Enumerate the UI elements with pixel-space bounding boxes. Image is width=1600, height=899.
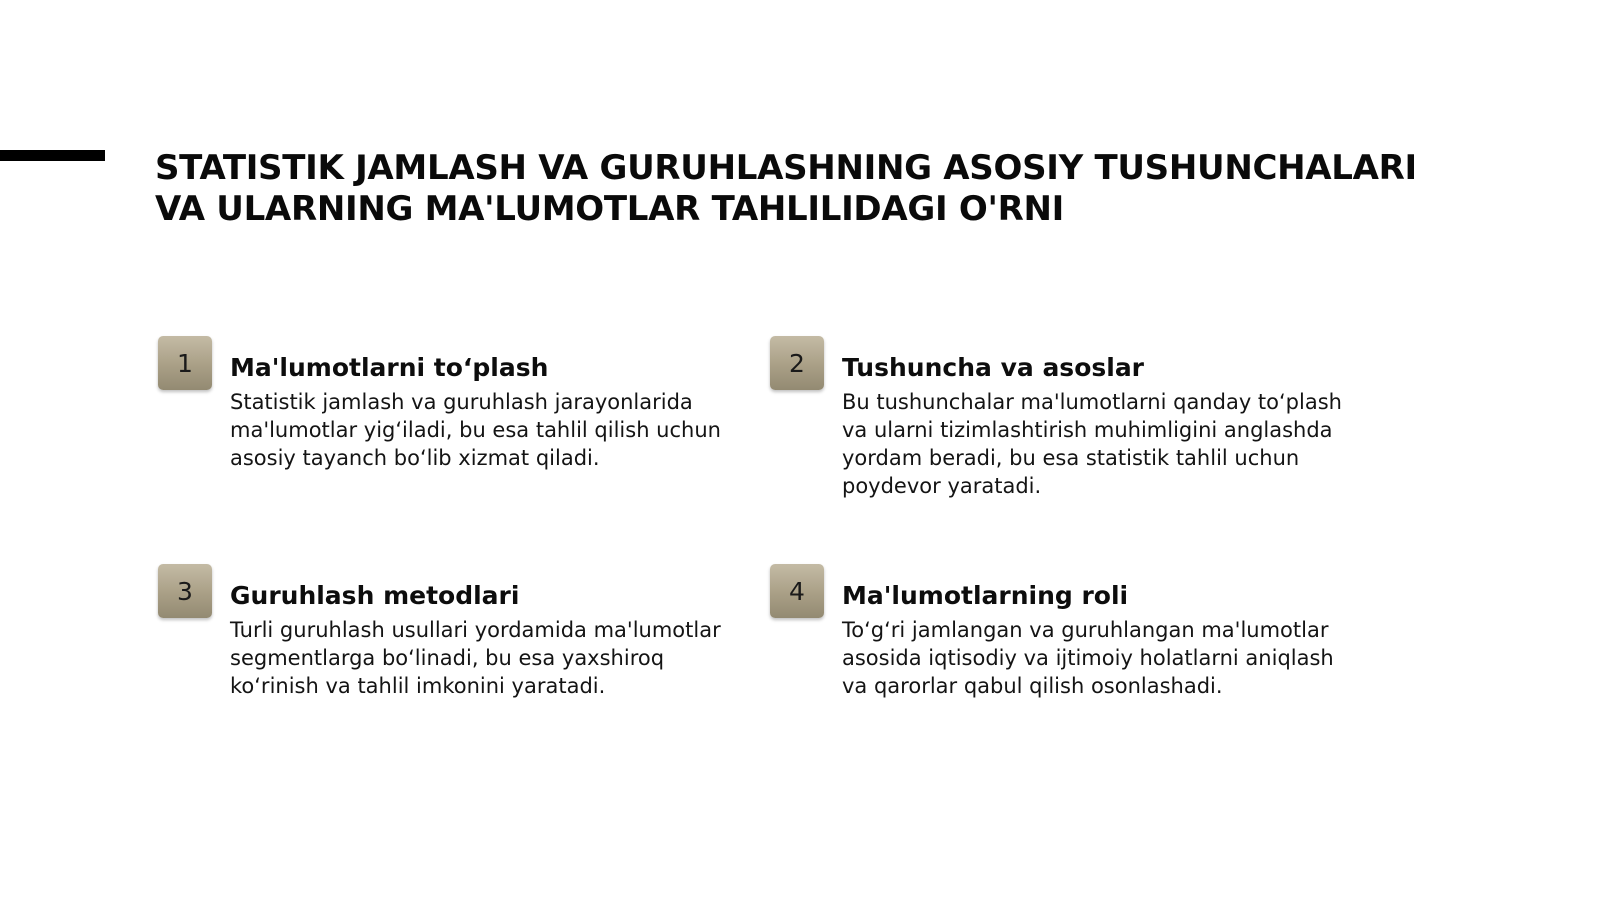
number-badge: 4 — [770, 564, 824, 618]
item-heading: Ma'lumotlarning roli — [842, 581, 1129, 610]
number-badge: 3 — [158, 564, 212, 618]
item-description: Statistik jamlash va guruhlash jarayonlarida ma'lumotlar yig‘iladi, bu esa tahlil qilish uchun asosiy tayanch bo‘lib xizmat qiladi. — [230, 390, 721, 470]
item-heading: Ma'lumotlarni to‘plash — [230, 353, 549, 382]
number-badge: 2 — [770, 336, 824, 390]
item-heading: Guruhlash metodlari — [230, 581, 520, 610]
slide-title: STATISTIK JAMLASH VA GURUHLASHNING ASOSIY TUSHUNCHALARI VA ULARNING MA'LUMOTLAR TAHLILIDAGI O'RNI — [155, 148, 1417, 229]
item-heading: Tushuncha va asoslar — [842, 353, 1145, 382]
item-description: To‘g‘ri jamlangan va guruhlangan ma'lumotlar asosida iqtisodiy va ijtimoiy holatlarni aniqlash va qarorlar qabul qilish osonlashadi. — [842, 618, 1334, 698]
item-description: Bu tushunchalar ma'lumotlarni qanday to‘plash va ularni tizimlashtirish muhimligini anglashda yordam beradi, bu esa statistik tahlil uchun poydevor yaratadi. — [842, 390, 1342, 498]
number-badge: 1 — [158, 336, 212, 390]
title-accent-bar — [0, 150, 105, 161]
item-description: Turli guruhlash usullari yordamida ma'lumotlar segmentlarga bo‘linadi, bu esa yaxshiroq ko‘rinish va tahlil imkonini yaratadi. — [230, 618, 721, 698]
